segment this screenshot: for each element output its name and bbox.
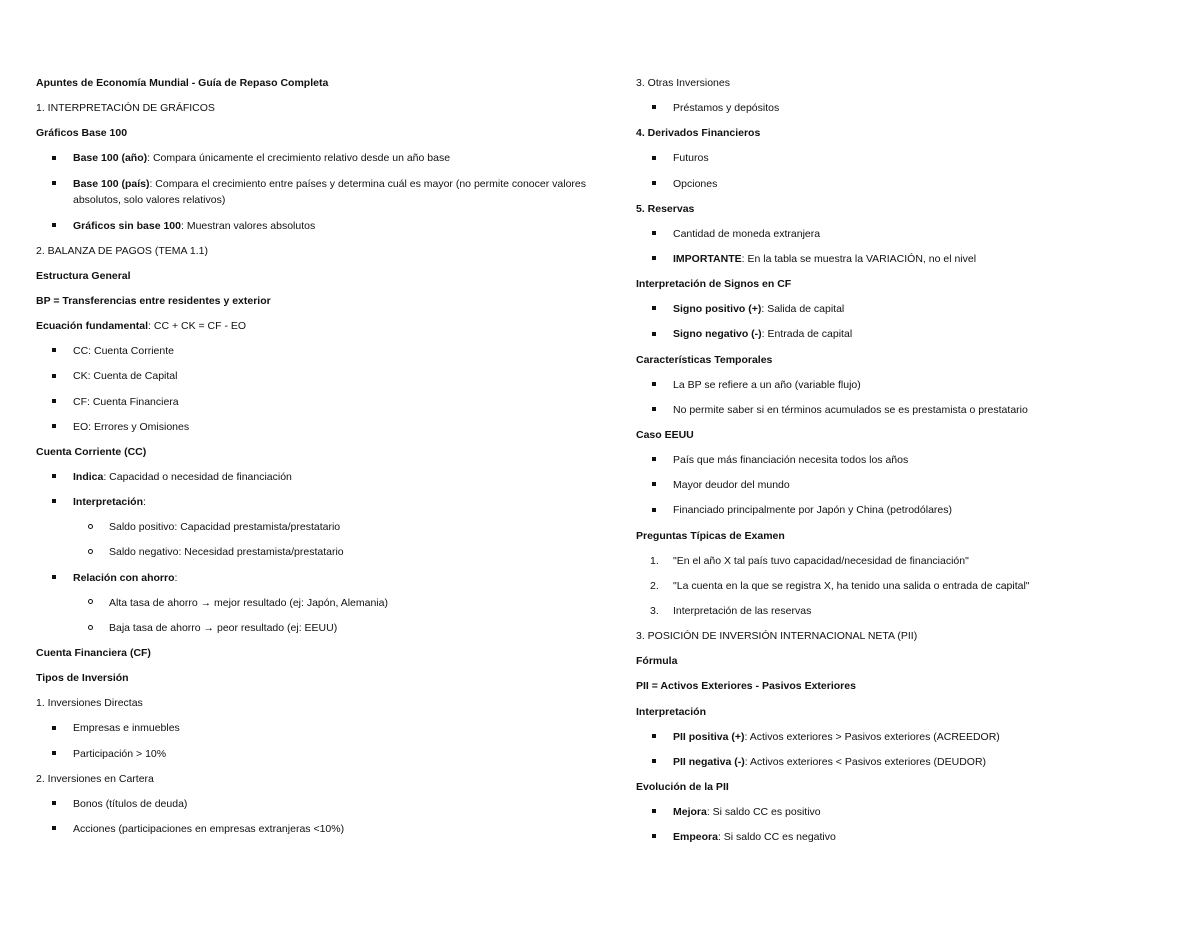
square-bullet-icon: [52, 374, 56, 378]
numbered-item: 3. Interpretación de las reservas: [650, 604, 812, 617]
list-item: EO: Errores y Omisiones: [36, 419, 596, 444]
square-bullet-icon: [652, 407, 656, 411]
subsection-heading: 1. Inversiones Directas: [36, 697, 143, 710]
list-item: IMPORTANTE: En la tabla se muestra la VARIACIÓN, no el nivel: [636, 251, 1176, 276]
subsection-heading: Cuenta Financiera (CF): [36, 646, 151, 659]
right-column: [636, 75, 1176, 854]
subsection-heading: Caso EEUU: [636, 428, 694, 441]
list-item: Base 100 (país): Compara el crecimiento entre países y determina cuál es mayor (no permite conocer valores absolutos, solo valores relativos): [36, 176, 596, 218]
list-item: Empresas e inmuebles: [36, 720, 596, 745]
numbered-item: 1. "En el año X tal país tuvo capacidad/necesidad de financiación": [650, 554, 969, 567]
square-bullet-icon: [652, 834, 656, 838]
square-bullet-icon: [52, 499, 56, 503]
square-bullet-icon: [52, 424, 56, 428]
square-bullet-icon: [52, 751, 56, 755]
list-item: Alta tasa de ahorro → mejor resultado (ej: Japón, Alemania): [36, 595, 596, 620]
circle-bullet-icon: [88, 599, 93, 604]
square-bullet-icon: [52, 474, 56, 478]
list-item: PII positiva (+): Activos exteriores > Pasivos exteriores (ACREEDOR): [636, 729, 1176, 754]
list-item: Mayor deudor del mundo: [636, 477, 1176, 502]
list-item: Cantidad de moneda extranjera: [636, 226, 1176, 251]
numbered-item: 2. "La cuenta en la que se registra X, ha tenido una salida o entrada de capital": [650, 579, 1030, 592]
square-bullet-icon: [52, 726, 56, 730]
square-bullet-icon: [52, 801, 56, 805]
list-item: Bonos (títulos de deuda): [36, 796, 596, 821]
list-item: Saldo positivo: Capacidad prestamista/prestatario: [36, 519, 596, 544]
list-item: La BP se refiere a un año (variable flujo): [636, 377, 1176, 402]
square-bullet-icon: [652, 306, 656, 310]
list-item: Interpretación:: [36, 494, 596, 519]
list-item: Signo positivo (+): Salida de capital: [636, 301, 1176, 326]
square-bullet-icon: [652, 181, 656, 185]
square-bullet-icon: [652, 332, 656, 336]
list-item: Futuros: [636, 150, 1176, 175]
list-item: Saldo negativo: Necesidad prestamista/prestatario: [36, 544, 596, 569]
section-heading: 3. POSICIÓN DE INVERSIÓN INTERNACIONAL NETA (PII): [636, 630, 918, 643]
list-item: No permite saber si en términos acumulados se es prestamista o prestatario: [636, 402, 1176, 427]
equation-line: Ecuación fundamental: CC + CK = CF - EO: [36, 320, 247, 333]
list-item: CC: Cuenta Corriente: [36, 343, 596, 368]
list-item: Empeora: Si saldo CC es negativo: [636, 829, 1176, 854]
circle-bullet-icon: [88, 549, 93, 554]
subsection-heading: 5. Reservas: [636, 202, 695, 215]
subsection-heading: Tipos de Inversión: [36, 672, 129, 685]
square-bullet-icon: [52, 181, 56, 185]
square-bullet-icon: [652, 734, 656, 738]
subsection-heading: Evolución de la PII: [636, 780, 729, 793]
list-item: Acciones (participaciones en empresas extranjeras <10%): [36, 821, 596, 846]
subsection-heading: Fórmula: [636, 655, 678, 668]
list-item: CK: Cuenta de Capital: [36, 368, 596, 393]
list-item: Opciones: [636, 176, 1176, 201]
square-bullet-icon: [652, 256, 656, 260]
circle-bullet-icon: [88, 625, 93, 630]
square-bullet-icon: [652, 457, 656, 461]
formula: PII = Activos Exteriores - Pasivos Exteriores: [636, 680, 856, 693]
list-item: Mejora: Si saldo CC es positivo: [636, 804, 1176, 829]
square-bullet-icon: [652, 809, 656, 813]
list-item: Base 100 (año): Compara únicamente el crecimiento relativo desde un año base: [36, 150, 596, 175]
section-heading: 2. BALANZA DE PAGOS (TEMA 1.1): [36, 244, 208, 257]
square-bullet-icon: [52, 575, 56, 579]
subsection-heading: Cuenta Corriente (CC): [36, 445, 147, 458]
list-item: Indica: Capacidad o necesidad de financiación: [36, 469, 596, 494]
list-item: Relación con ahorro:: [36, 570, 596, 595]
subsection-heading: Gráficos Base 100: [36, 127, 128, 140]
list-item: País que más financiación necesita todos los años: [636, 452, 1176, 477]
square-bullet-icon: [652, 231, 656, 235]
square-bullet-icon: [52, 399, 56, 403]
square-bullet-icon: [52, 348, 56, 352]
subsection-heading: Interpretación: [636, 705, 707, 718]
list-item: Préstamos y depósitos: [636, 100, 1176, 125]
square-bullet-icon: [52, 223, 56, 227]
section-heading: 1. INTERPRETACIÓN DE GRÁFICOS: [36, 102, 215, 115]
subsection-heading: Características Temporales: [636, 353, 773, 366]
square-bullet-icon: [652, 759, 656, 763]
square-bullet-icon: [652, 482, 656, 486]
subsection-heading: 3. Otras Inversiones: [636, 77, 730, 89]
square-bullet-icon: [652, 508, 656, 512]
subsection-heading: 2. Inversiones en Cartera: [36, 772, 154, 785]
list-item: Baja tasa de ahorro → peor resultado (ej: EEUU): [36, 620, 596, 645]
bp-definition: BP = Transferencias entre residentes y exterior: [36, 294, 271, 307]
list-item: Gráficos sin base 100: Muestran valores absolutos: [36, 218, 596, 243]
subsection-heading: Preguntas Típicas de Examen: [636, 529, 785, 542]
circle-bullet-icon: [88, 524, 93, 529]
list-item: Financiado principalmente por Japón y China (petrodólares): [636, 502, 1176, 527]
subsection-heading: Interpretación de Signos en CF: [636, 278, 792, 291]
square-bullet-icon: [652, 382, 656, 386]
square-bullet-icon: [52, 826, 56, 830]
subsection-heading: 4. Derivados Financieros: [636, 127, 761, 140]
left-column: [36, 75, 596, 846]
subsection-heading: Estructura General: [36, 269, 131, 282]
list-item: Signo negativo (-): Entrada de capital: [636, 326, 1176, 351]
list-item: PII negativa (-): Activos exteriores < Pasivos exteriores (DEUDOR): [636, 754, 1176, 779]
square-bullet-icon: [652, 105, 656, 109]
square-bullet-icon: [652, 156, 656, 160]
square-bullet-icon: [52, 156, 56, 160]
list-item: CF: Cuenta Financiera: [36, 394, 596, 419]
list-item: Participación > 10%: [36, 746, 596, 771]
document-title: Apuntes de Economía Mundial - Guía de Repaso Completa: [36, 77, 329, 89]
